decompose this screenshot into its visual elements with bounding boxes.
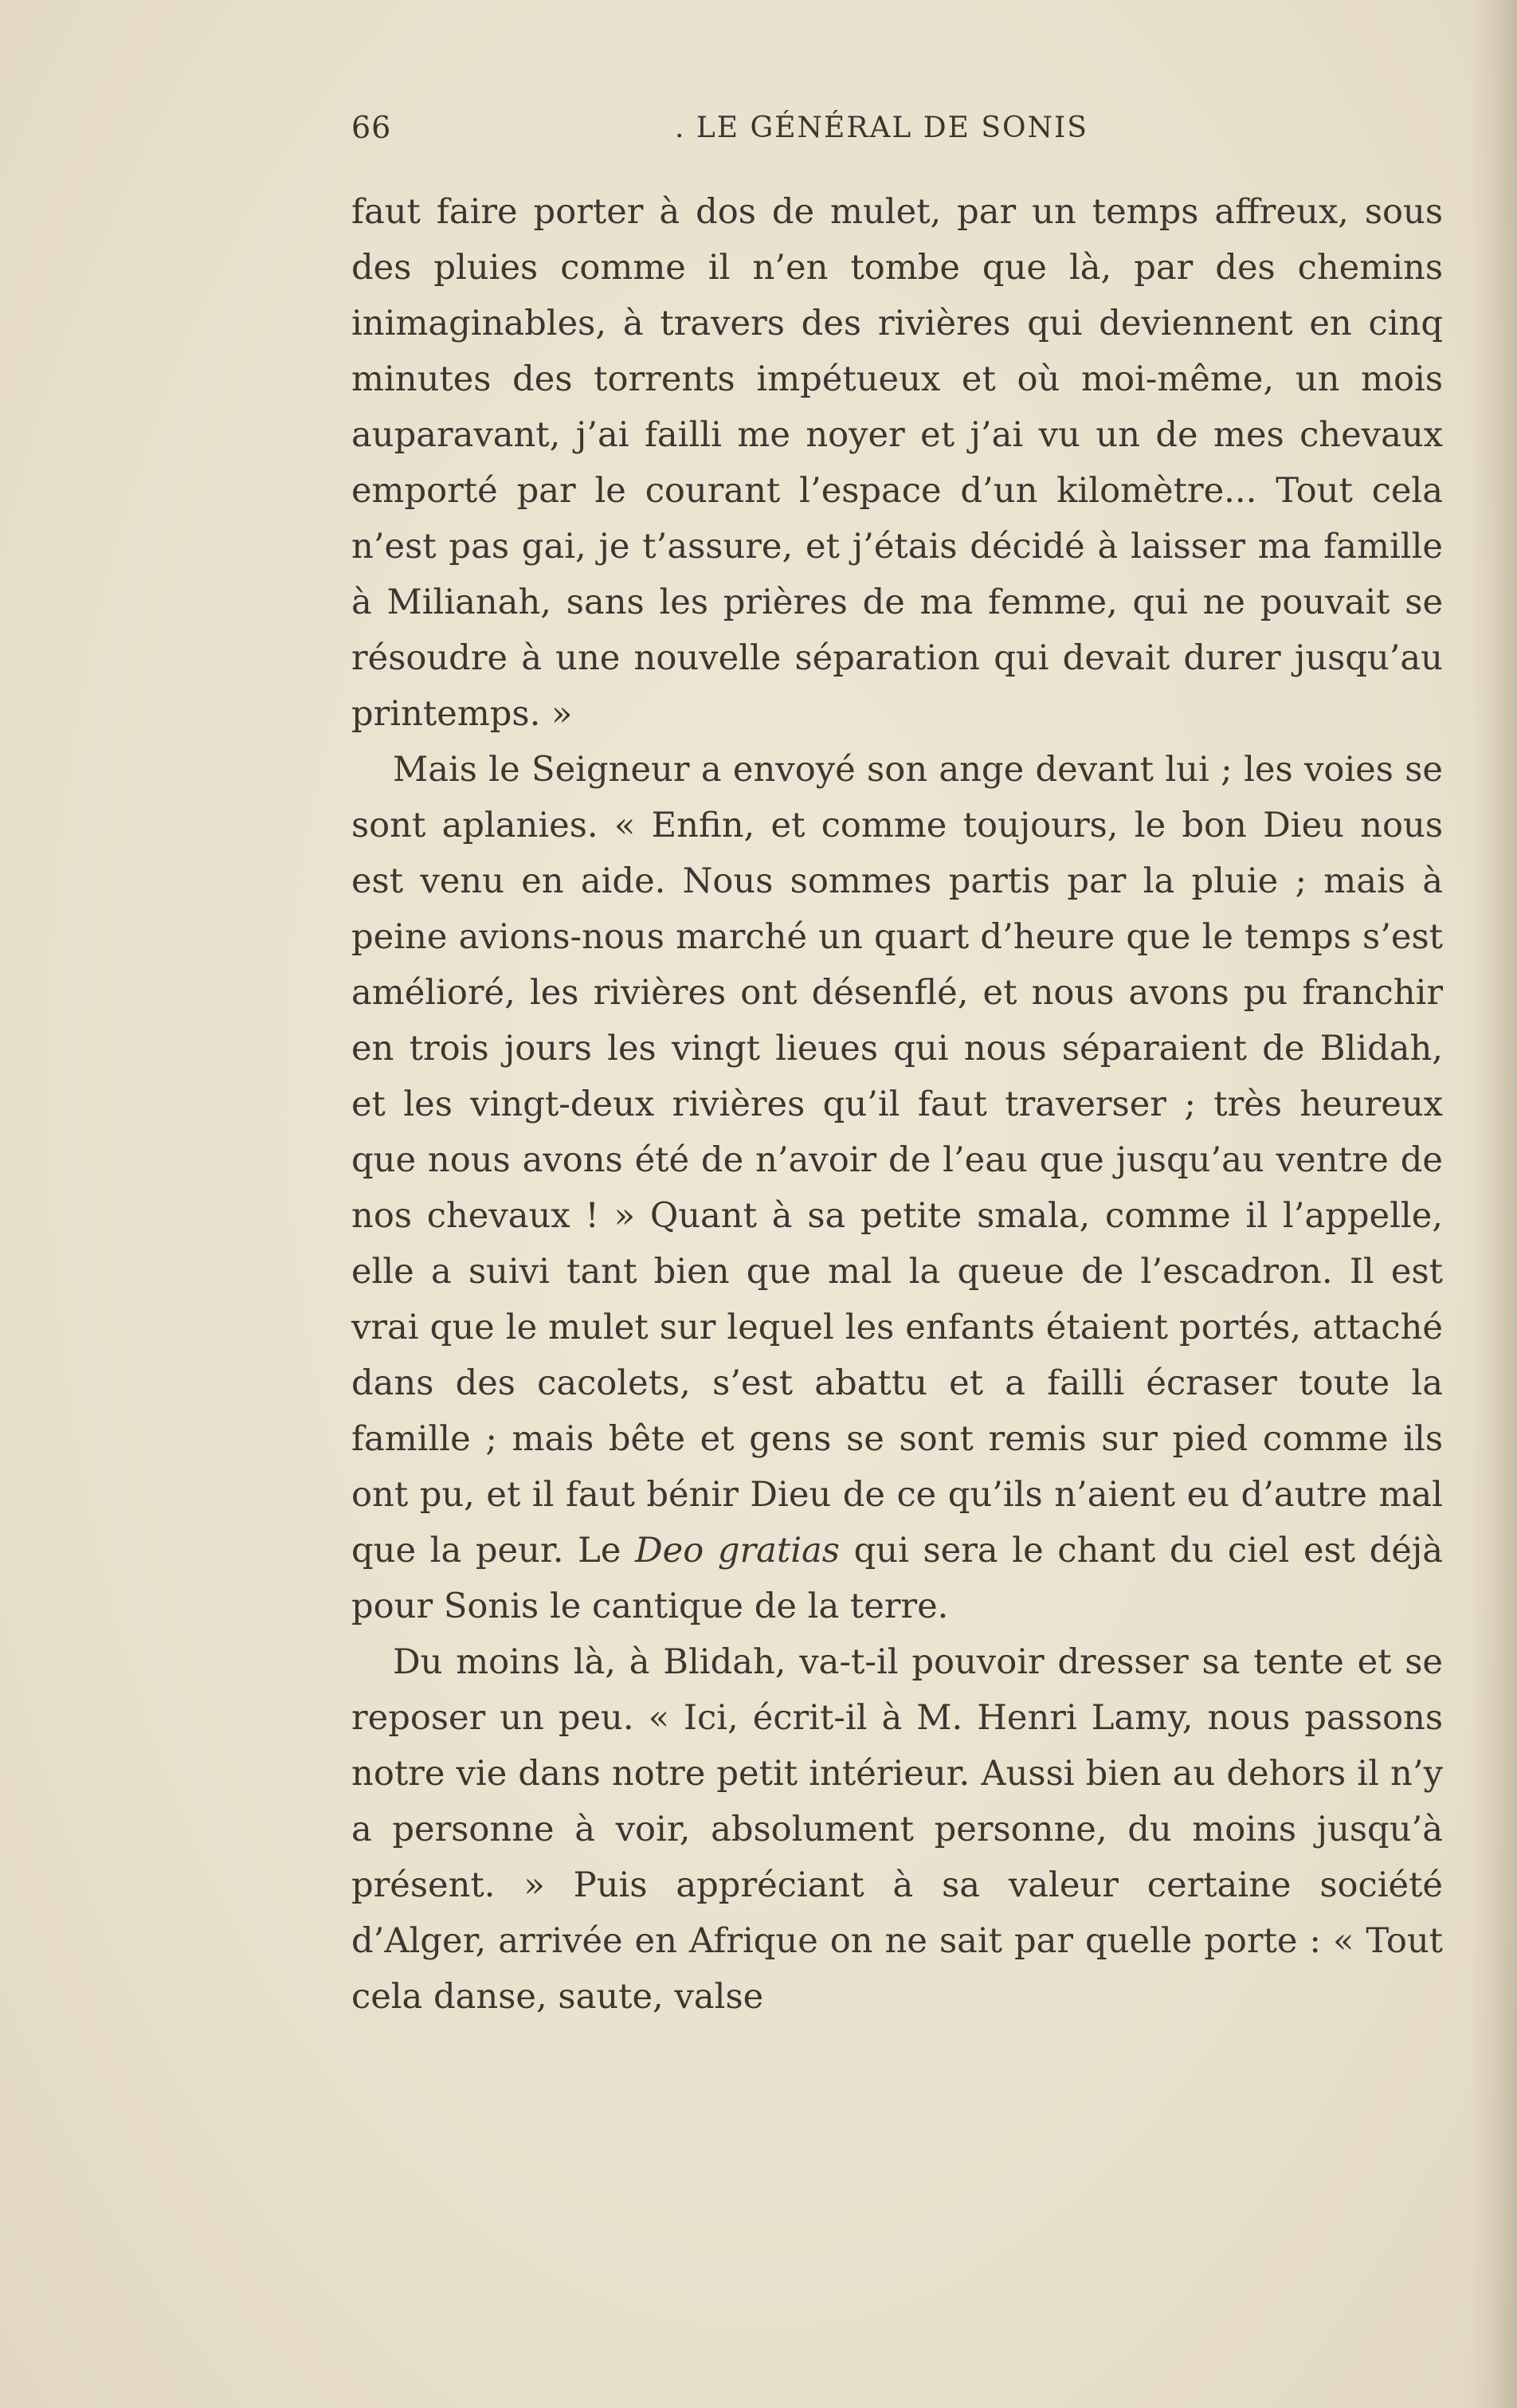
page-gutter-shadow bbox=[1469, 0, 1517, 2408]
body-text bbox=[351, 184, 1443, 2025]
paragraph-2 bbox=[351, 742, 1443, 1634]
page-number: 66 bbox=[351, 110, 392, 145]
page-header bbox=[351, 110, 1443, 161]
italic-phrase: Deo gratias bbox=[635, 1531, 840, 1571]
paragraph-1: faut faire porter à dos de mulet, par un temps affreux, sous des pluies comme il n’en tombe que là, par des chemins inimaginables, à travers des rivières qui deviennent en cinq minutes des torrents impétueux et où moi-même, un mois auparavant, j’ai failli me noyer et j’ai vu un de mes chevaux emporté par le courant l’espace d’un kilomètre... Tout cela n’est pas gai, je t’assure, et j’étais décidé à laisser ma famille à Milianah, sans les prières de ma femme, qui ne pouvait se résoudre à une nouvelle séparation qui devait durer jusqu’au printemps. » bbox=[351, 192, 1443, 734]
running-head: . LE GÉNÉRAL DE SONIS bbox=[675, 112, 1088, 144]
paragraph-2-text-end: qui sera le chant du ciel est déjà pour Sonis le cantique de la terre. bbox=[351, 1531, 1444, 1626]
paragraph-2-text-start: Mais le Seigneur a envoyé son ange devant lui ; les voies se sont aplanies. « Enfin, et comme toujours, le bon Dieu nous est venu en aide. Nous sommes partis par la pluie ; mais à peine avions-nous marché un quart d’heure que le temps s’est amélioré, les rivières ont désenflé, et nous avons pu franchir en trois jours les vingt lieues qui nous séparaient de Blidah, et les vingt-deux rivières qu’il faut traverser ; très heureux que nous avons été de n’avoir de l’eau que jusqu’au ventre de nos chevaux ! » Quant à sa petite smala, comme il l’appelle, elle a suivi tant bien que mal la queue de l’escadron. Il est vrai que le mulet sur lequel les enfants étaient portés, attaché dans des cacolets, s’est abattu et a failli écraser toute la famille ; mais bête et gens se sont remis sur pied comme ils ont pu, et il faut bénir Dieu de ce qu’ils n’aient eu d’autre mal que la peur. Le bbox=[351, 750, 1443, 1571]
paragraph-3: Du moins là, à Blidah, va-t-il pouvoir dresser sa tente et se reposer un peu. « Ici, écrit-il à M. Henri Lamy, nous passons notre vie dans notre petit intérieur. Aussi bien au dehors il n’y a personne à voir, absolument personne, du moins jusqu’à présent. » Puis appréciant à sa valeur certaine société d’Alger, arrivée en Afrique on ne sait par quelle porte : « Tout cela danse, saute, valse bbox=[351, 1642, 1443, 2017]
